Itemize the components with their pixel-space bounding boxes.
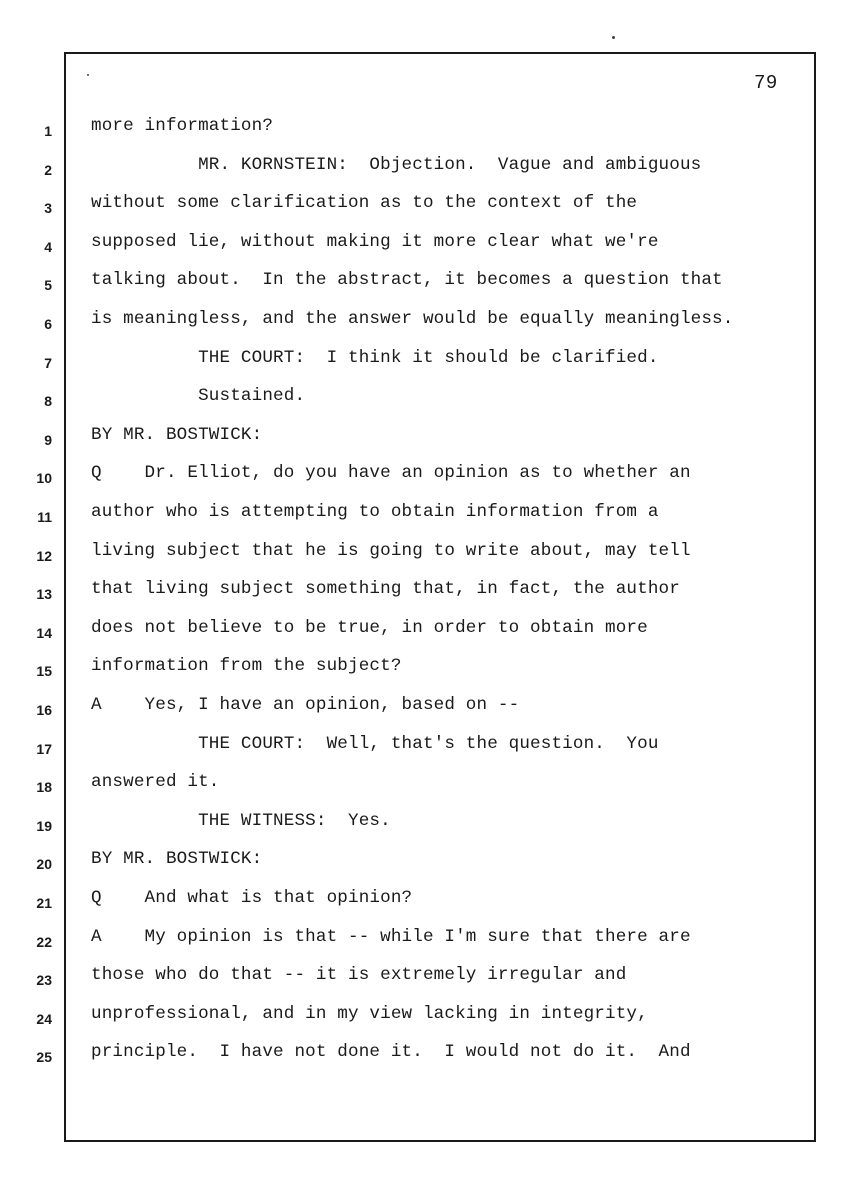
line-number: 18 (36, 779, 52, 796)
line-number: 8 (44, 393, 52, 410)
line-number: 11 (37, 509, 52, 525)
transcript-line: Q And what is that opinion? (91, 888, 413, 908)
transcript-line: living subject that he is going to write about, may tell (91, 540, 691, 561)
transcript-line: BY MR. BOSTWICK: (91, 424, 263, 445)
transcript-line: that living subject something that, in fact, the author (91, 579, 680, 600)
transcript-line: THE WITNESS: Yes. (91, 810, 391, 831)
transcript-line: BY MR. BOSTWICK: (91, 849, 263, 870)
line-number: 16 (36, 702, 52, 718)
line-number: 24 (36, 1010, 52, 1027)
transcript-line: answered it. (91, 772, 220, 793)
line-number: 10 (36, 470, 52, 487)
line-number: 15 (36, 663, 52, 680)
transcript-line: Q Dr. Elliot, do you have an opinion as to whether an (91, 463, 691, 484)
transcript-line: those who do that -- it is extremely irregular and (91, 965, 627, 986)
line-number: 4 (44, 238, 52, 255)
line-number: 25 (36, 1049, 52, 1066)
line-number: 7 (44, 354, 52, 371)
transcript-line: talking about. In the abstract, it becomes a question that (91, 270, 723, 291)
transcript-line: Sustained. (91, 386, 306, 407)
transcript-line: supposed lie, without making it more clear what we're (91, 231, 659, 252)
line-number: 12 (36, 547, 52, 564)
transcript-line: A My opinion is that -- while I'm sure that there are (91, 926, 691, 947)
line-number: 19 (36, 817, 52, 834)
transcript-line: author who is attempting to obtain information from a (91, 502, 659, 522)
transcript-line: is meaningless, and the answer would be equally meaningless. (91, 309, 734, 329)
line-number: 3 (44, 200, 52, 217)
transcript-line: does not believe to be true, in order to obtain more (91, 617, 648, 638)
line-number: 5 (44, 277, 52, 294)
scan-speck (612, 36, 615, 39)
transcript-line: A Yes, I have an opinion, based on -- (91, 695, 520, 715)
line-number: 1 (44, 123, 52, 139)
transcript-line: information from the subject? (91, 656, 402, 677)
scan-speck (87, 74, 89, 76)
line-number: 9 (44, 431, 52, 448)
page-number: 79 (754, 72, 778, 94)
transcript-line: THE COURT: Well, that's the question. You (91, 733, 659, 754)
line-number: 14 (36, 624, 52, 641)
transcript-line: principle. I have not done it. I would not do it. And (91, 1042, 691, 1063)
transcript-line: MR. KORNSTEIN: Objection. Vague and ambiguous (91, 154, 702, 175)
transcript-line: THE COURT: I think it should be clarified. (91, 347, 659, 368)
line-number: 13 (36, 586, 52, 603)
line-number: 22 (36, 933, 52, 950)
transcript-line: more information? (91, 116, 274, 136)
line-number: 23 (36, 972, 52, 989)
line-number: 20 (36, 856, 52, 873)
line-number: 21 (36, 895, 52, 911)
transcript-line: without some clarification as to the context of the (91, 193, 638, 214)
line-number: 2 (44, 161, 52, 178)
transcript-line: unprofessional, and in my view lacking in integrity, (91, 1003, 648, 1024)
line-number: 17 (36, 740, 52, 757)
line-number: 6 (44, 316, 52, 332)
